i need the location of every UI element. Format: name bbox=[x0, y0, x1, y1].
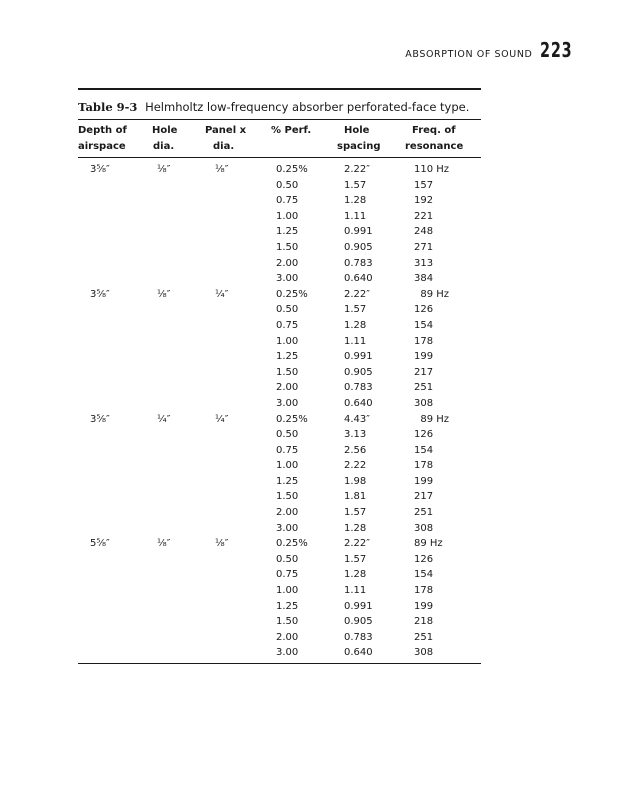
cell-perf: 1.25 bbox=[276, 226, 299, 238]
cell-perf: 0.50 bbox=[276, 429, 299, 441]
cell-spacing: 1.28 bbox=[344, 522, 367, 534]
cell-spacing: 0.991 bbox=[344, 600, 373, 612]
page-number: 223 bbox=[540, 38, 573, 62]
cell-freq: 217 bbox=[414, 366, 434, 378]
cell-panel: ¹⁄₄″ bbox=[215, 413, 229, 425]
cell-freq: 178 bbox=[414, 585, 434, 597]
cell-freq: 157 bbox=[414, 179, 434, 191]
cell-freq: 199 bbox=[414, 351, 434, 363]
cell-freq: 154 bbox=[414, 569, 434, 581]
header-spacing bbox=[337, 123, 381, 155]
cell-freq: 308 bbox=[414, 647, 434, 659]
cell-perf: 0.75 bbox=[276, 319, 299, 331]
cell-freq: 313 bbox=[414, 257, 434, 269]
cell-spacing: 1.57 bbox=[344, 507, 367, 519]
header-panel-line1: Panel x bbox=[205, 125, 247, 136]
cell-spacing: 1.11 bbox=[344, 335, 367, 347]
cell-perf: 1.25 bbox=[276, 351, 299, 363]
cell-spacing: 1.81 bbox=[344, 491, 367, 503]
header-freq-line1: Freq. of bbox=[412, 125, 456, 136]
cell-freq: 110 Hz bbox=[414, 164, 450, 175]
table-row bbox=[78, 474, 481, 490]
cell-freq: 192 bbox=[414, 195, 434, 207]
cell-spacing: 0.905 bbox=[344, 241, 373, 253]
cell-perf: 1.00 bbox=[276, 210, 299, 222]
cell-perf: 0.25% bbox=[276, 164, 308, 175]
cell-perf: 0.25% bbox=[276, 288, 308, 300]
cell-spacing: 1.57 bbox=[344, 304, 367, 316]
cell-depth: 5⁵⁄₈″ bbox=[90, 538, 110, 550]
table-row bbox=[78, 380, 481, 396]
cell-perf: 0.75 bbox=[276, 569, 299, 581]
table-row bbox=[78, 505, 481, 521]
cell-perf: 1.25 bbox=[276, 600, 299, 612]
table-caption-rule bbox=[78, 119, 481, 120]
table-row bbox=[78, 443, 481, 459]
header-perf-line2: % Perf. bbox=[271, 125, 312, 136]
header-depth-line1: Depth of bbox=[78, 125, 127, 136]
table-row bbox=[78, 521, 481, 537]
cell-spacing: 2.56 bbox=[344, 444, 367, 456]
table-row bbox=[78, 302, 481, 318]
table-caption-text: Helmholtz low-frequency absorber perforated-face type. bbox=[145, 100, 470, 114]
table-row bbox=[78, 256, 481, 272]
header-hole-line1: Hole bbox=[152, 125, 178, 136]
cell-spacing: 1.57 bbox=[344, 179, 367, 191]
cell-panel: ¹⁄₈″ bbox=[215, 164, 229, 175]
cell-perf: 0.50 bbox=[276, 179, 299, 191]
table-header bbox=[78, 123, 481, 155]
cell-freq: 384 bbox=[414, 273, 434, 285]
cell-perf: 0.50 bbox=[276, 553, 299, 565]
table-row bbox=[78, 536, 481, 552]
cell-spacing: 2.22 bbox=[344, 460, 367, 472]
cell-spacing: 1.11 bbox=[344, 210, 367, 222]
cell-perf: 2.00 bbox=[276, 631, 299, 643]
table-row bbox=[78, 318, 481, 334]
cell-perf: 0.75 bbox=[276, 444, 299, 456]
table-row bbox=[78, 349, 481, 365]
cell-spacing: 1.28 bbox=[344, 569, 367, 581]
cell-perf: 1.50 bbox=[276, 366, 299, 378]
table-body bbox=[78, 162, 481, 661]
table-row bbox=[78, 552, 481, 568]
cell-freq: 199 bbox=[414, 600, 434, 612]
cell-spacing: 1.11 bbox=[344, 585, 367, 597]
cell-freq: 251 bbox=[414, 382, 434, 394]
cell-depth: 3⁵⁄₈″ bbox=[90, 164, 110, 175]
cell-freq: 248 bbox=[414, 226, 434, 238]
cell-freq: 221 bbox=[414, 210, 434, 222]
cell-spacing: 1.28 bbox=[344, 195, 367, 207]
cell-freq: 89 Hz bbox=[414, 413, 450, 425]
cell-perf: 0.75 bbox=[276, 195, 299, 207]
running-head bbox=[405, 38, 581, 62]
cell-freq: 126 bbox=[414, 553, 434, 565]
header-perf bbox=[271, 123, 311, 139]
cell-hole: ¹⁄₈″ bbox=[157, 288, 171, 300]
cell-spacing: 0.991 bbox=[344, 226, 373, 238]
cell-freq: 199 bbox=[414, 475, 434, 487]
table-row bbox=[78, 645, 481, 661]
header-depth bbox=[78, 123, 127, 155]
cell-freq: 251 bbox=[414, 507, 434, 519]
header-freq bbox=[405, 123, 463, 155]
table-caption bbox=[78, 100, 469, 114]
cell-perf: 3.00 bbox=[276, 397, 299, 409]
table-row bbox=[78, 599, 481, 615]
header-spacing-line1: Hole bbox=[344, 125, 370, 136]
cell-perf: 1.50 bbox=[276, 616, 299, 628]
table-row bbox=[78, 287, 481, 303]
table-row bbox=[78, 396, 481, 412]
cell-freq: 89 Hz bbox=[414, 538, 443, 550]
header-hole-line2: dia. bbox=[153, 141, 175, 152]
table-row bbox=[78, 334, 481, 350]
cell-perf: 3.00 bbox=[276, 273, 299, 285]
cell-hole: ¹⁄₈″ bbox=[157, 164, 171, 175]
cell-spacing: 3.13 bbox=[344, 429, 367, 441]
cell-perf: 1.00 bbox=[276, 460, 299, 472]
cell-freq: 251 bbox=[414, 631, 434, 643]
cell-freq: 89 Hz bbox=[414, 288, 450, 300]
table-label: Table 9-3 bbox=[78, 100, 138, 114]
cell-spacing: 1.28 bbox=[344, 319, 367, 331]
table-row bbox=[78, 412, 481, 428]
cell-perf: 1.00 bbox=[276, 585, 299, 597]
cell-hole: ¹⁄₄″ bbox=[157, 413, 171, 425]
table-row bbox=[78, 489, 481, 505]
cell-freq: 271 bbox=[414, 241, 434, 253]
cell-spacing: 0.783 bbox=[344, 257, 373, 269]
cell-perf: 0.25% bbox=[276, 538, 308, 550]
table-row bbox=[78, 224, 481, 240]
table-row bbox=[78, 365, 481, 381]
cell-freq: 308 bbox=[414, 522, 434, 534]
cell-spacing: 0.905 bbox=[344, 616, 373, 628]
cell-perf: 2.00 bbox=[276, 257, 299, 269]
cell-perf: 1.25 bbox=[276, 475, 299, 487]
cell-freq: 126 bbox=[414, 304, 434, 316]
cell-freq: 154 bbox=[414, 444, 434, 456]
cell-perf: 1.50 bbox=[276, 241, 299, 253]
header-freq-line2: resonance bbox=[405, 141, 464, 152]
cell-spacing: 0.640 bbox=[344, 397, 373, 409]
cell-spacing: 1.57 bbox=[344, 553, 367, 565]
table-row bbox=[78, 614, 481, 630]
cell-perf: 1.50 bbox=[276, 491, 299, 503]
cell-spacing: 0.640 bbox=[344, 273, 373, 285]
table-row bbox=[78, 630, 481, 646]
cell-perf: 2.00 bbox=[276, 382, 299, 394]
cell-hole: ¹⁄₈″ bbox=[157, 538, 171, 550]
table-row bbox=[78, 178, 481, 194]
cell-freq: 178 bbox=[414, 335, 434, 347]
cell-freq: 178 bbox=[414, 460, 434, 472]
table-header-rule bbox=[78, 157, 481, 158]
cell-spacing: 2.22″ bbox=[344, 538, 371, 550]
cell-spacing: 1.98 bbox=[344, 475, 367, 487]
cell-perf: 2.00 bbox=[276, 507, 299, 519]
table-row bbox=[78, 583, 481, 599]
cell-perf: 3.00 bbox=[276, 522, 299, 534]
cell-freq: 154 bbox=[414, 319, 434, 331]
table-row bbox=[78, 193, 481, 209]
cell-freq: 126 bbox=[414, 429, 434, 441]
table-row bbox=[78, 458, 481, 474]
cell-perf: 1.00 bbox=[276, 335, 299, 347]
cell-perf: 0.25% bbox=[276, 413, 308, 425]
cell-spacing: 0.640 bbox=[344, 647, 373, 659]
cell-panel: ¹⁄₄″ bbox=[215, 288, 229, 300]
table-row bbox=[78, 162, 481, 178]
cell-spacing: 0.783 bbox=[344, 631, 373, 643]
cell-depth: 3⁵⁄₈″ bbox=[90, 413, 110, 425]
table-row bbox=[78, 427, 481, 443]
cell-freq: 308 bbox=[414, 397, 434, 409]
table-bottom-rule bbox=[78, 663, 481, 664]
table-row bbox=[78, 240, 481, 256]
cell-panel: ¹⁄₈″ bbox=[215, 538, 229, 550]
cell-spacing: 2.22″ bbox=[344, 288, 371, 300]
table-row bbox=[78, 567, 481, 583]
cell-spacing: 4.43″ bbox=[344, 413, 371, 425]
cell-freq: 217 bbox=[414, 491, 434, 503]
cell-spacing: 0.783 bbox=[344, 382, 373, 394]
header-hole bbox=[152, 123, 177, 155]
table-row bbox=[78, 209, 481, 225]
cell-spacing: 0.905 bbox=[344, 366, 373, 378]
table-row bbox=[78, 271, 481, 287]
header-panel bbox=[205, 123, 246, 155]
header-panel-line2: dia. bbox=[213, 141, 235, 152]
cell-spacing: 0.991 bbox=[344, 351, 373, 363]
cell-perf: 3.00 bbox=[276, 647, 299, 659]
running-title: ABSORPTION OF SOUND bbox=[405, 49, 533, 60]
cell-depth: 3⁵⁄₈″ bbox=[90, 288, 110, 300]
cell-perf: 0.50 bbox=[276, 304, 299, 316]
cell-spacing: 2.22″ bbox=[344, 164, 371, 175]
cell-freq: 218 bbox=[414, 616, 434, 628]
header-spacing-line2: spacing bbox=[337, 141, 381, 152]
table-top-rule bbox=[78, 88, 481, 90]
header-depth-line2: airspace bbox=[78, 141, 126, 152]
